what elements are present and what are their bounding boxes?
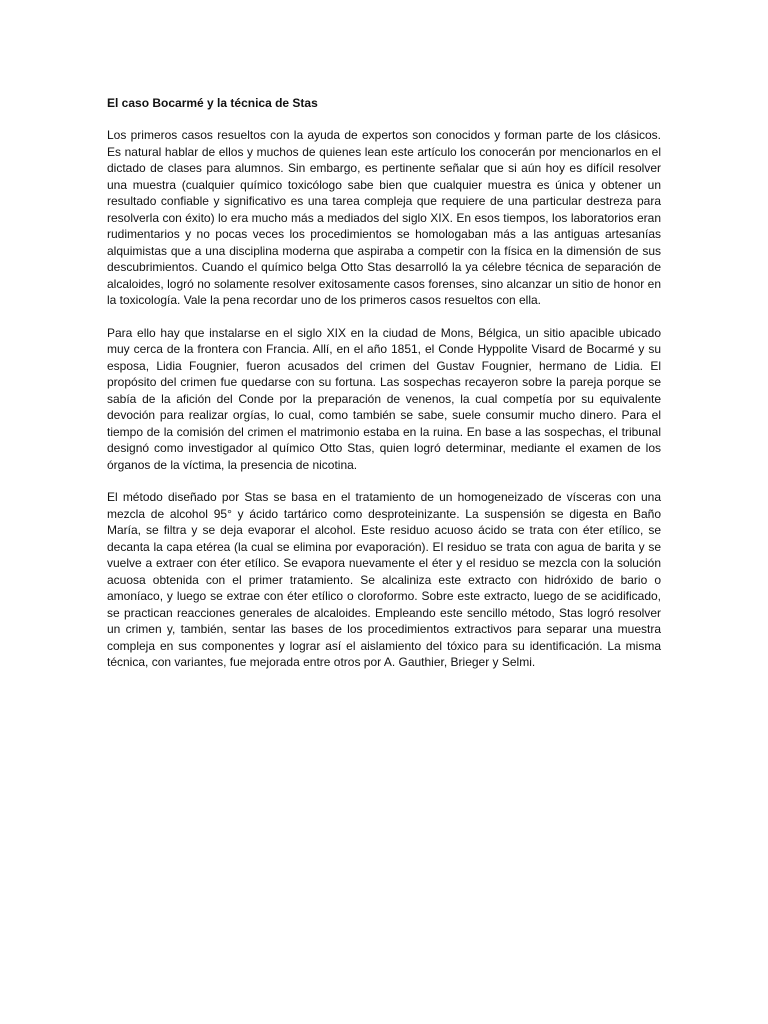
document-body	[107, 95, 661, 687]
document-title: El caso Bocarmé y la técnica de Stas	[107, 96, 318, 110]
paragraph-case: Para ello hay que instalarse en el siglo XIX en la ciudad de Mons, Bélgica, un sitio apacible ubicado muy cerca de la frontera con Francia. Allí, en el año 1851, el Conde Hyppolite Visard de Bocarmé y su esposa, Lidia Fougnier, fueron acusados del crimen del Gustav Fougnier, hermano de Lidia. El propósito del crimen fue quedarse con su fortuna. Las sospechas recayeron sobre la pareja porque se sabía de la afición del Conde por la preparación de venenos, la cual competía por su equivalente devoción para realizar orgías, lo cual, como también se sabe, suele consumir mucho dinero. Para el tiempo de la comisión del crimen el matrimonio estaba en la ruina. En base a las sospechas, el tribunal designó como investigador al químico Otto Stas, quien logró determinar, mediante el examen de los órganos de la víctima, la presencia de nicotina.	[107, 325, 661, 472]
paragraph-method: El método diseñado por Stas se basa en el tratamiento de un homogeneizado de vísceras con una mezcla de alcohol 95° y ácido tartárico como desproteinizante. La suspensión se digesta en Baño María, se filtra y se deja evaporar el alcohol. Este residuo acuoso ácido se trata con éter etílico, se decanta la capa etérea (la cual se elimina por evaporación). El residuo se trata con agua de barita y se vuelve a extraer con éter etílico. Se evapora nuevamente el éter y el residuo se mezcla con la solución acuosa obtenida con el primer tratamiento. Se alcaliniza este extracto con hidróxido de bario o amoníaco, y luego se extrae con éter etílico o cloroformo. Sobre este extracto, luego de se acidificado, se practican reacciones generales de alcaloides. Empleando este sencillo método, Stas logró resolver un crimen y, también, sentar las bases de los procedimientos extractivos para separar una muestra compleja en sus componentes y lograr así el aislamiento del tóxico para su identificación. La misma técnica, con variantes, fue mejorada entre otros por A. Gauthier, Brieger y Selmi.	[107, 490, 661, 669]
paragraph-intro: Los primeros casos resueltos con la ayuda de expertos son conocidos y forman parte de los clásicos. Es natural hablar de ellos y muchos de quienes lean este artículo los conocerán por mencionarlos en el dictado de clases para alumnos. Sin embargo, es pertinente señalar que si aún hoy es difícil resolver una muestra (cualquier químico toxicólogo sabe bien que cualquier muestra es única y obtener un resultado confiable y significativo es una tarea compleja que requiere de una particular destreza para resolverla con éxito) lo era mucho más a mediados del siglo XIX. En esos tiempos, los laboratorios eran rudimentarios y no pocas veces los procedimientos se homologaban más a las antiguas artesanías alquimistas que a una disciplina moderna que aspiraba a competir con la física en la dimensión de sus descubrimientos. Cuando el químico belga Otto Stas desarrolló la ya célebre técnica de separación de alcaloides, logró no solamente resolver exitosamente casos forenses, sino alcanzar un sitio de honor en la toxicología. Vale la pena recordar uno de los primeros casos resueltos con ella.	[107, 128, 661, 307]
